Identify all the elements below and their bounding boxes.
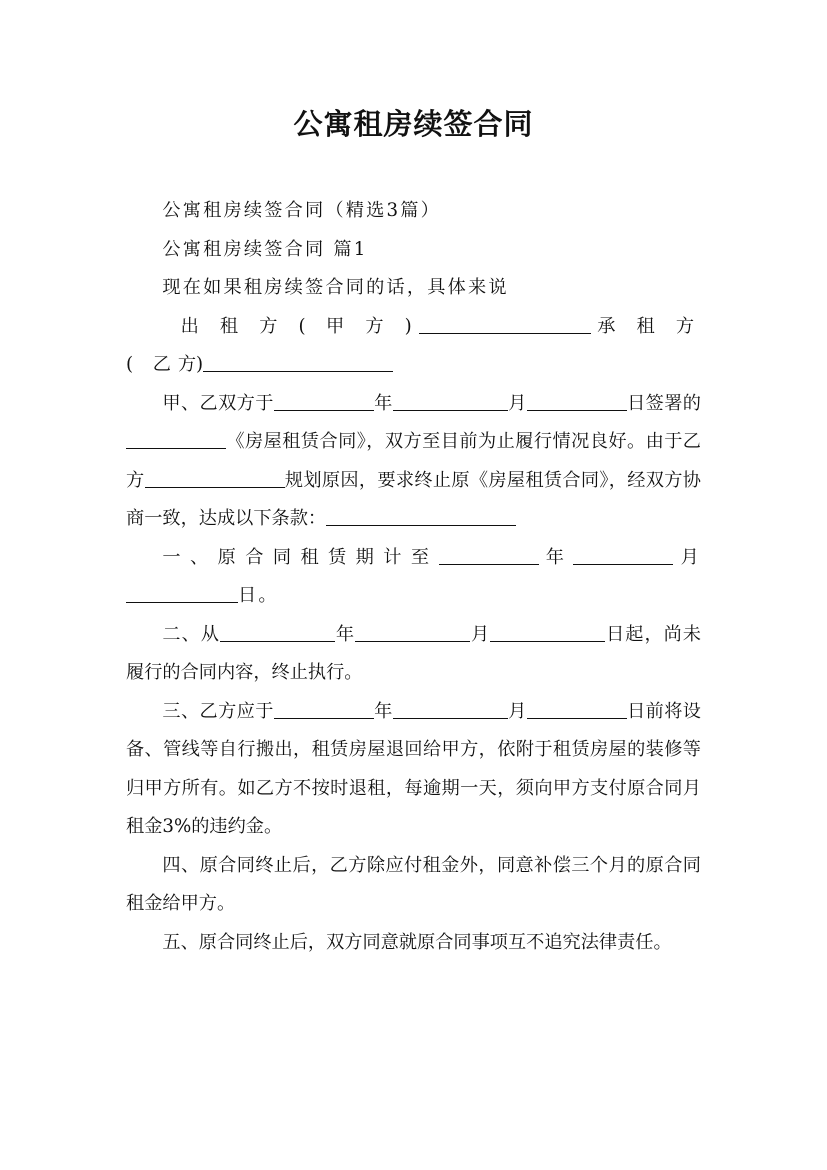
clause-2-month: 月 [470, 623, 491, 645]
clause-5: 五、原合同终止后，双方同意就原合同事项互不追究法律责任。 [162, 931, 672, 953]
clause-4: 四、原合同终止后，乙方除应付租金外，同意补偿三个月的原合同租金给甲方。 [126, 854, 701, 914]
terms-blank [326, 506, 516, 526]
document-title: 公寓租房续签合同 [293, 107, 534, 141]
clause-3-day-blank [527, 699, 627, 719]
clause-3-year-blank [274, 699, 374, 719]
parties-paragraph [126, 308, 701, 385]
clause-1-end: 日。 [238, 585, 279, 606]
document-body [126, 192, 701, 962]
clause-2-rest: 日起，尚未履行的合同内容，终止执行。 [126, 623, 701, 683]
signing-paragraph [126, 385, 701, 539]
reason-text: 规划原因，要求终止原《房屋租赁合同》，经双方协商一致，达成以下条款： [126, 469, 701, 529]
clause-1-day-blank [126, 583, 238, 603]
signing-blank [126, 429, 226, 449]
signing-month-label: 月 [507, 392, 527, 414]
reason-blank [145, 468, 285, 488]
signing-year-label: 年 [373, 392, 393, 414]
signing-day-blank [527, 391, 627, 411]
signed-label: 签署的 [645, 392, 701, 414]
section-heading: 公寓租房续签合同 篇1 [162, 238, 368, 260]
document-subtitle: 公寓租房续签合同（精选3篇） [162, 200, 441, 221]
clause-1-year: 年 [538, 546, 574, 568]
clause-2-year: 年 [334, 623, 356, 645]
clause-1-month: 月 [673, 546, 702, 568]
clause-3-month-blank [393, 699, 508, 719]
signing-lead: 甲、乙双方于 [162, 392, 274, 414]
clause-3 [126, 693, 701, 847]
signing-month-blank [393, 391, 508, 411]
clause-1-lead: 一、原合同租赁期计至 [162, 546, 439, 568]
clause-2 [126, 616, 701, 693]
clause-2-year-blank [220, 622, 335, 642]
clause-1-month-blank [573, 545, 673, 565]
clause-3-rest: 前将设备、管线等自行搬出，租赁房屋退回给甲方，依附于租赁房屋的装修等归甲方所有。如乙方不按时退租，每逾期一天，须向甲方支付原合同月租金3%的违约金。 [126, 700, 701, 837]
clause-3-day: 日 [626, 700, 646, 722]
clause-2-month-blank [355, 622, 470, 642]
lessor-blank [419, 314, 591, 334]
contract-clause: 《房屋租赁合同》，双方至目前为止履行情况良好。由于乙方 [126, 431, 701, 491]
clause-1 [126, 539, 701, 616]
clause-2-lead: 二、从 [162, 623, 220, 645]
clause-2-day-blank [490, 622, 605, 642]
clause-3-lead: 三、乙方应于 [162, 700, 274, 722]
clause-3-month: 月 [507, 700, 527, 722]
lessee-label-cont: 方) [177, 354, 204, 375]
lessee-blank [203, 352, 393, 372]
lessee-label: 承 租 方 ( 乙 [126, 315, 701, 375]
signing-day-label: 日 [626, 392, 646, 414]
clause-3-year: 年 [373, 700, 393, 722]
clause-1-year-blank [439, 545, 539, 565]
lessor-label: 出 租 方 ( 甲 方 ) [180, 315, 419, 337]
intro-paragraph: 现在如果租房续签合同的话，具体来说 [162, 277, 509, 298]
signing-year-blank [274, 391, 374, 411]
